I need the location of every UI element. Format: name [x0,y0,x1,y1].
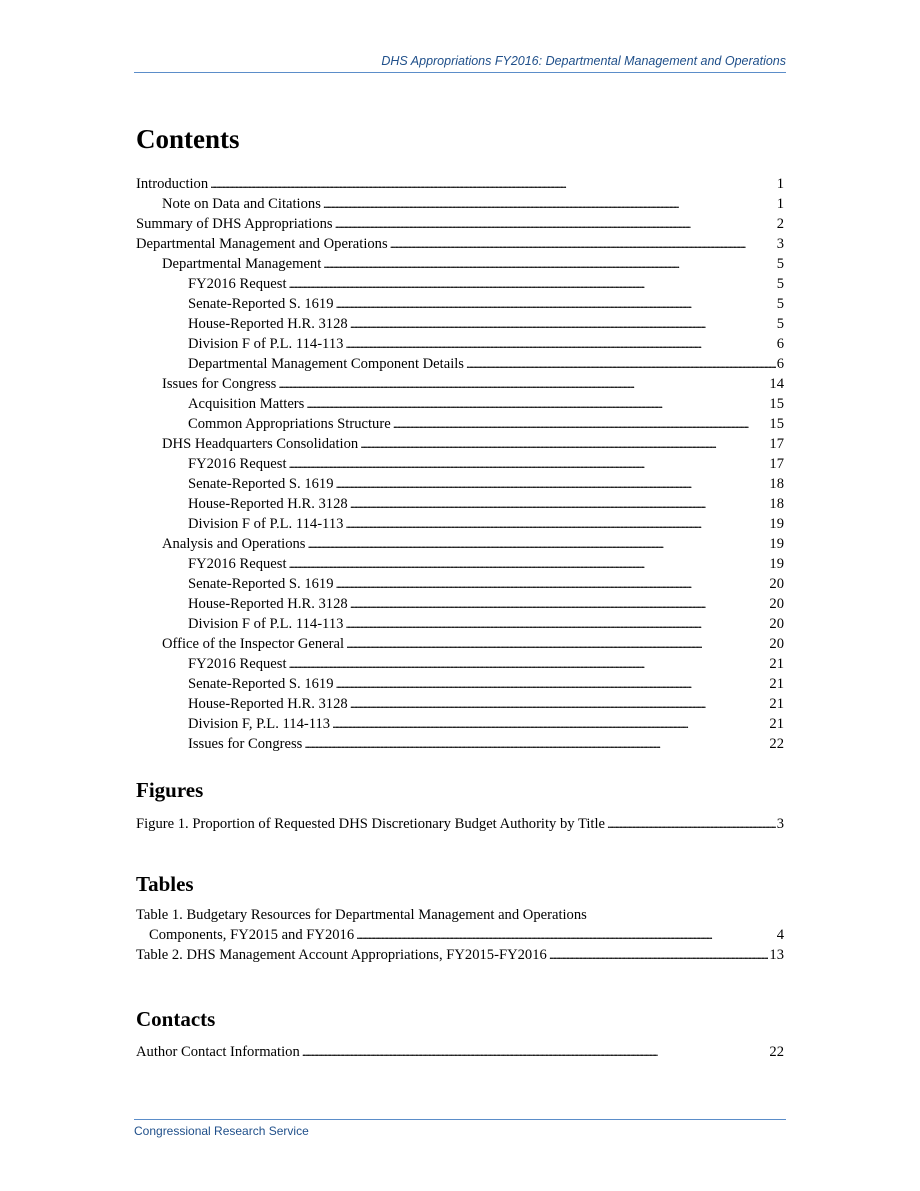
toc-entry-title: Author Contact Information [136,1044,300,1060]
toc-page-number: 17 [769,436,784,452]
toc-entry-title: FY2016 Request [188,556,287,572]
toc-leader-dots [304,734,768,754]
toc-page-number: 20 [769,616,784,632]
contacts-list [136,1042,784,1062]
toc-entry[interactable] [136,394,784,414]
toc-leader-dots [336,294,776,314]
toc-entry-title: Division F of P.L. 114-113 [188,516,344,532]
toc-entry[interactable] [136,334,784,354]
toc-entry-title: Issues for Congress [162,376,277,392]
toc-entry[interactable] [136,906,784,945]
toc-entry-title: Departmental Management Component Details [188,356,464,372]
toc-entry[interactable] [136,374,784,394]
toc-entry[interactable] [136,354,784,374]
toc-entry-title: Table 2. DHS Management Account Appropriations, FY2015-FY2016 [136,947,547,963]
toc-leader-dots [336,574,769,594]
toc-page-number: 13 [769,947,784,963]
toc-page-number: 5 [776,316,784,332]
toc-entry-title: House-Reported H.R. 3128 [188,696,348,712]
toc-page-number: 20 [769,596,784,612]
toc-entry[interactable] [136,214,784,234]
toc-leader-dots [346,634,768,654]
toc-entry-title: Introduction [136,176,209,192]
toc-entry[interactable] [136,434,784,454]
tables-list [136,906,784,965]
toc-entry-title: FY2016 Request [188,456,287,472]
toc-page-number: 3 [776,816,784,832]
toc-entry-title: Departmental Management [162,256,322,272]
toc-entry[interactable] [136,614,784,634]
toc-entry-title: Division F, P.L. 114-113 [188,716,331,732]
toc-entry-title: House-Reported H.R. 3128 [188,596,348,612]
toc-page-number: 1 [776,196,784,212]
toc-entry[interactable] [136,634,784,654]
toc-page-number: 22 [769,1044,784,1060]
toc-leader-dots [323,194,776,214]
toc-entry-title: Division F of P.L. 114-113 [188,336,344,352]
toc-entry[interactable] [136,734,784,754]
toc-leader-dots [350,694,769,714]
toc-page-number: 21 [769,716,784,732]
toc-entry[interactable] [136,254,784,274]
toc-page-number: 19 [769,536,784,552]
toc-entry-title: House-Reported H.R. 3128 [188,316,348,332]
toc-entry[interactable] [136,274,784,294]
toc-entry[interactable] [136,534,784,554]
toc-entry-title: Senate-Reported S. 1619 [188,676,334,692]
toc-entry-title: Office of the Inspector General [162,636,345,652]
toc-entry[interactable] [136,514,784,534]
toc-entry[interactable] [136,574,784,594]
toc-entry[interactable] [136,945,784,965]
toc-page-number: 17 [769,456,784,472]
toc-entry[interactable] [136,654,784,674]
toc-leader-dots [323,254,775,274]
toc-page-number: 5 [776,296,784,312]
toc-entry[interactable] [136,594,784,614]
toc-leader-dots [289,554,769,574]
toc-leader-dots [335,214,776,234]
toc-leader-dots [345,334,775,354]
toc-page-number: 15 [769,416,784,432]
toc-leader-dots [356,925,776,945]
toc-entry[interactable] [136,454,784,474]
running-header: DHS Appropriations FY2016: Departmental Management and Operations [134,54,786,73]
toc-entry-title: Departmental Management and Operations [136,236,388,252]
toc-entry-title: House-Reported H.R. 3128 [188,496,348,512]
toc-entry-title: Summary of DHS Appropriations [136,216,333,232]
toc-entry-title: Senate-Reported S. 1619 [188,476,334,492]
toc-entry[interactable] [136,234,784,254]
toc-entry[interactable] [136,414,784,434]
toc-page-number: 21 [769,656,784,672]
tables-title: Tables [136,872,194,896]
toc-entry[interactable] [136,714,784,734]
toc-entry-title: Table 1. Budgetary Resources for Departmental Management and Operations [136,907,587,923]
figures-list [136,814,784,834]
toc-leader-dots [345,514,768,534]
toc-entry[interactable] [136,554,784,574]
toc-page-number: 6 [776,336,784,352]
toc-page-number: 20 [769,576,784,592]
toc-leader-dots [307,534,768,554]
toc-entry[interactable] [136,314,784,334]
toc-leader-dots [350,314,776,334]
toc-entry[interactable] [136,174,784,194]
toc-page-number: 22 [769,736,784,752]
toc-entry[interactable] [136,1042,784,1062]
toc-leader-dots [350,494,769,514]
toc-entry[interactable] [136,294,784,314]
contacts-title: Contacts [136,1007,216,1031]
toc-entry[interactable] [136,474,784,494]
toc-leader-dots [289,274,776,294]
toc-entry-title: Acquisition Matters [188,396,305,412]
toc-entry-title: Common Appropriations Structure [188,416,391,432]
toc-entry-continuation [136,925,784,945]
toc-entry-title-continued: Components, FY2015 and FY2016 [149,927,355,943]
contents-list [136,174,784,754]
toc-page-number: 14 [769,376,784,392]
toc-page-number: 4 [776,927,784,943]
toc-leader-dots [336,674,769,694]
toc-leader-dots [393,414,769,434]
toc-page-number: 21 [769,696,784,712]
toc-page-number: 19 [769,516,784,532]
toc-entry[interactable] [136,194,784,214]
toc-entry[interactable] [136,814,784,834]
toc-leader-dots [302,1042,769,1062]
toc-entry-title: Senate-Reported S. 1619 [188,296,334,312]
toc-page-number: 5 [776,256,784,272]
toc-page-number: 18 [769,496,784,512]
toc-entry-title: Figure 1. Proportion of Requested DHS Discretionary Budget Authority by Title [136,816,606,832]
toc-leader-dots [210,174,776,194]
toc-page-number: 15 [769,396,784,412]
toc-entry-title: Division F of P.L. 114-113 [188,616,344,632]
page-footer [134,1119,786,1138]
toc-page-number: 19 [769,556,784,572]
toc-leader-dots [332,714,768,734]
toc-page-number: 1 [776,176,784,192]
toc-leader-dots [289,654,769,674]
toc-leader-dots [350,594,769,614]
toc-page-number: 3 [776,236,784,252]
toc-leader-dots [360,434,768,454]
toc-page-number: 20 [769,636,784,652]
toc-page-number: 6 [776,356,784,372]
toc-entry-title: DHS Headquarters Consolidation [162,436,359,452]
toc-entry-title: Note on Data and Citations [162,196,321,212]
toc-entry[interactable] [136,694,784,714]
toc-leader-dots [549,945,769,965]
toc-leader-dots [345,614,768,634]
toc-leader-dots [607,814,776,834]
toc-page-number: 2 [776,216,784,232]
toc-entry[interactable] [136,674,784,694]
toc-leader-dots [466,354,776,374]
toc-entry-title: FY2016 Request [188,276,287,292]
toc-leader-dots [336,474,769,494]
footer-publisher: Congressional Research Service [134,1124,309,1138]
toc-leader-dots [390,234,776,254]
toc-entry-title: Senate-Reported S. 1619 [188,576,334,592]
toc-page-number: 5 [776,276,784,292]
toc-leader-dots [289,454,769,474]
contents-title: Contents [136,124,240,154]
toc-entry-title: FY2016 Request [188,656,287,672]
toc-entry-title: Issues for Congress [188,736,303,752]
figures-title: Figures [136,778,204,802]
toc-page-number: 21 [769,676,784,692]
toc-leader-dots [278,374,768,394]
toc-entry[interactable] [136,494,784,514]
toc-page-number: 18 [769,476,784,492]
toc-leader-dots [306,394,768,414]
toc-entry-title: Analysis and Operations [162,536,306,552]
